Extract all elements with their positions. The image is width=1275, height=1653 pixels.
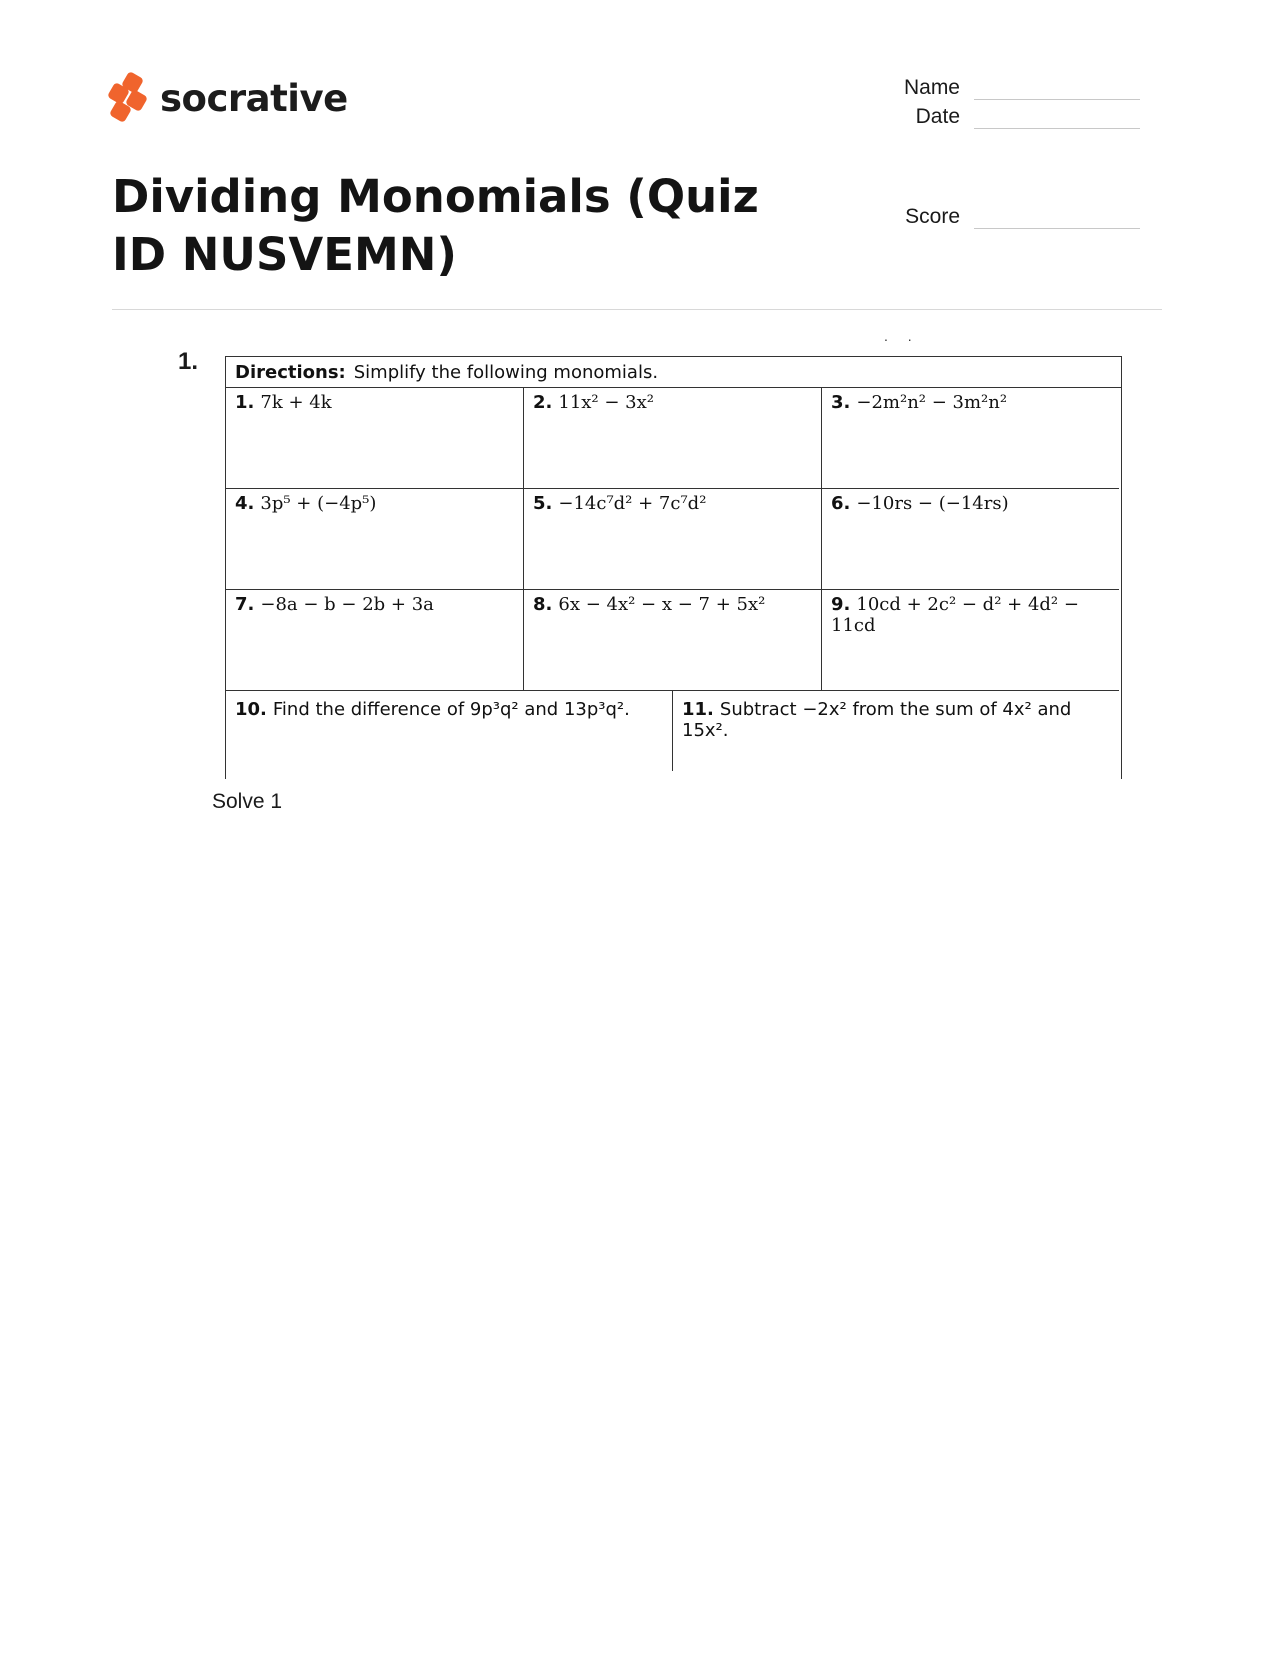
problem-expression: Find the difference of 9p³q² and 13p³q². bbox=[272, 699, 630, 720]
problem-cell bbox=[822, 590, 1119, 691]
score-label: Score bbox=[905, 205, 960, 228]
socrative-logo bbox=[110, 72, 348, 124]
problem-number: 8. bbox=[533, 594, 553, 615]
problem-expression: 10cd + 2c² − d² + 4d² − 11cd bbox=[831, 594, 1079, 636]
problem-number: 1. bbox=[235, 392, 255, 413]
quiz-title: Dividing Monomials (Quiz ID NUSVEMN) bbox=[112, 170, 759, 281]
problem-cell bbox=[524, 489, 822, 590]
problem-expression: Subtract −2x² from the sum of 4x² and 15x². bbox=[682, 699, 1072, 741]
problem-expression: 6x − 4x² − x − 7 + 5x² bbox=[558, 594, 766, 615]
problem-number: 3. bbox=[831, 392, 851, 413]
date-label: Date bbox=[915, 105, 960, 128]
worksheet-image bbox=[225, 356, 1122, 779]
logo-text: socrative bbox=[160, 76, 348, 120]
problem-expression: −14c⁷d² + 7c⁷d² bbox=[558, 493, 707, 514]
score-line bbox=[974, 208, 1140, 229]
word-problem-row bbox=[226, 691, 1121, 771]
question-number: 1. bbox=[178, 348, 199, 375]
problem-number: 5. bbox=[533, 493, 553, 514]
problem-cell bbox=[226, 590, 524, 691]
directions-text: Simplify the following monomials. bbox=[353, 361, 659, 383]
score-field bbox=[840, 205, 1140, 229]
problem-number: 11. bbox=[682, 699, 714, 720]
problem-cell bbox=[524, 590, 822, 691]
problem-number: 2. bbox=[533, 392, 553, 413]
worksheet-directions bbox=[226, 357, 1121, 388]
date-field bbox=[840, 105, 1140, 129]
problem-grid bbox=[226, 388, 1121, 691]
problem-cell bbox=[226, 691, 673, 771]
problem-cell bbox=[822, 489, 1119, 590]
problem-expression: −8a − b − 2b + 3a bbox=[260, 594, 434, 615]
header-divider bbox=[112, 309, 1162, 310]
problem-cell bbox=[822, 388, 1119, 489]
question-prompt: Solve 1 bbox=[212, 790, 283, 813]
problem-cell bbox=[226, 388, 524, 489]
problem-cell bbox=[524, 388, 822, 489]
problem-number: 6. bbox=[831, 493, 851, 514]
problem-expression: 7k + 4k bbox=[260, 392, 332, 413]
name-label: Name bbox=[903, 76, 960, 99]
problem-number: 7. bbox=[235, 594, 255, 615]
hexagon-logo-icon bbox=[110, 74, 148, 122]
problem-expression: −10rs − (−14rs) bbox=[856, 493, 1009, 514]
name-field bbox=[840, 76, 1140, 100]
problem-expression: 11x² − 3x² bbox=[558, 392, 654, 413]
problem-number: 10. bbox=[235, 699, 267, 720]
problem-cell bbox=[226, 489, 524, 590]
stray-dots: . . bbox=[884, 328, 920, 344]
problem-number: 9. bbox=[831, 594, 851, 615]
problem-expression: −2m²n² − 3m²n² bbox=[856, 392, 1008, 413]
date-line bbox=[974, 108, 1140, 129]
name-line bbox=[974, 79, 1140, 100]
problem-expression: 3p⁵ + (−4p⁵) bbox=[260, 493, 377, 514]
directions-label: Directions: bbox=[235, 361, 346, 383]
problem-cell bbox=[673, 691, 1121, 771]
problem-number: 4. bbox=[235, 493, 255, 514]
